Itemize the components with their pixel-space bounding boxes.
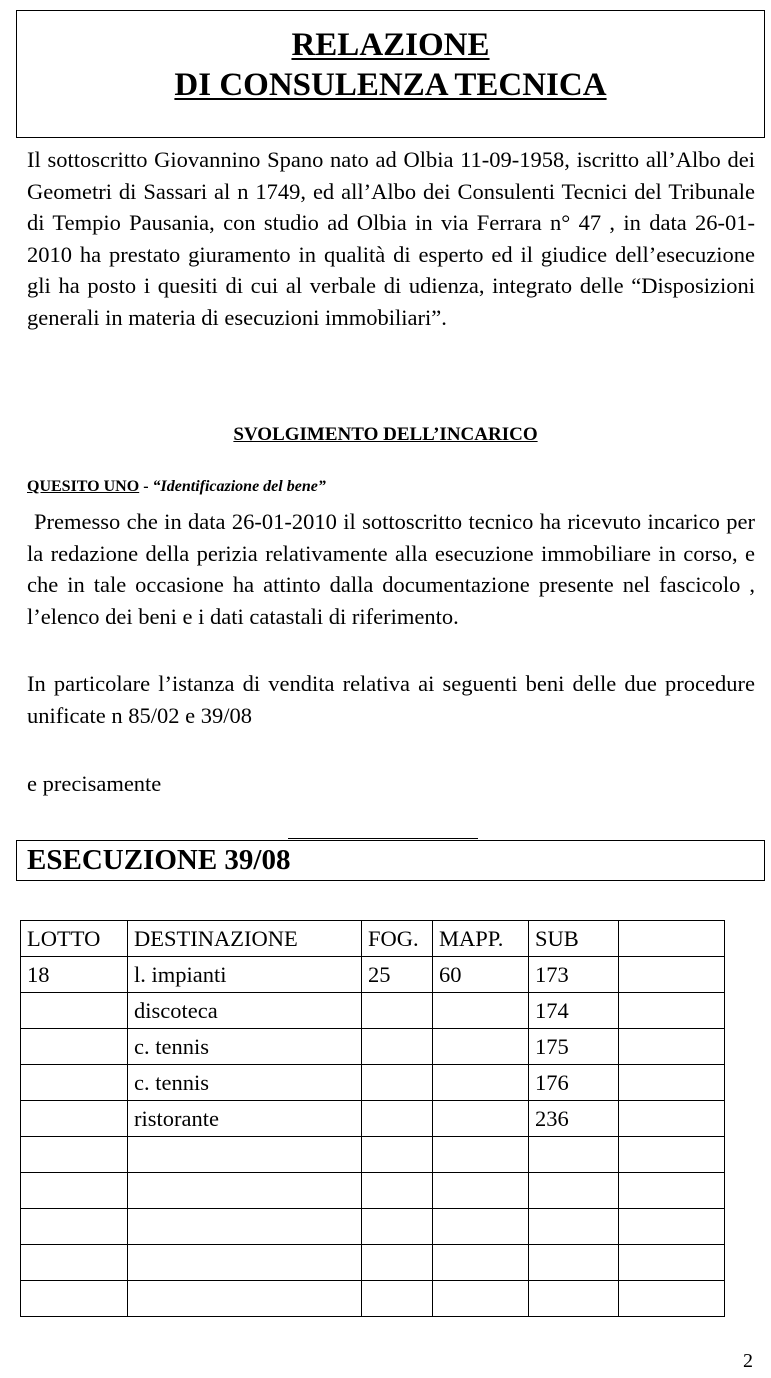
table-cell bbox=[128, 1209, 362, 1245]
table-cell bbox=[21, 1245, 128, 1281]
table-cell bbox=[21, 993, 128, 1029]
quesito-separator: - bbox=[139, 478, 153, 495]
table-cell bbox=[529, 1209, 619, 1245]
table-cell bbox=[619, 1173, 725, 1209]
table-cell bbox=[433, 1137, 529, 1173]
table-cell: c. tennis bbox=[128, 1029, 362, 1065]
table-row bbox=[21, 993, 725, 1029]
table-header-row bbox=[21, 921, 725, 957]
table-cell bbox=[362, 1209, 433, 1245]
table-cell bbox=[619, 993, 725, 1029]
header-sub: SUB bbox=[529, 921, 619, 957]
table-row bbox=[21, 1173, 725, 1209]
table-cell bbox=[21, 1137, 128, 1173]
table-cell: discoteca bbox=[128, 993, 362, 1029]
title-line-2: DI CONSULENZA TECNICA bbox=[174, 67, 607, 103]
table-cell: 175 bbox=[529, 1029, 619, 1065]
table-cell bbox=[619, 957, 725, 993]
table-cell bbox=[619, 1245, 725, 1281]
table-cell bbox=[362, 1245, 433, 1281]
table-cell: 25 bbox=[362, 957, 433, 993]
page-number: 2 bbox=[743, 1350, 753, 1372]
table-cell bbox=[433, 1281, 529, 1317]
table-cell bbox=[362, 1065, 433, 1101]
table-cell bbox=[362, 1137, 433, 1173]
title-line-1: RELAZIONE bbox=[291, 27, 490, 63]
table-cell: ristorante bbox=[128, 1101, 362, 1137]
table-cell bbox=[619, 1065, 725, 1101]
header-foglio: FOG. bbox=[362, 921, 433, 957]
table-cell bbox=[619, 1209, 725, 1245]
table-cell bbox=[21, 1209, 128, 1245]
table-cell: c. tennis bbox=[128, 1065, 362, 1101]
table-cell bbox=[433, 1209, 529, 1245]
intro-paragraph: Il sottoscritto Giovannino Spano nato ad Olbia 11-09-1958, iscritto all’Albo dei Geometri di Sassari al n 1749, ed all’Albo dei Consulenti Tecnici del Tribunale di Tempio Pausania, con studio ad Olbia in via Ferrara n° 47 , in data 26-01-2010 ha prestato giuramento in qualità di esperto ed il giudice dell’esecuzione gli ha posto i quesiti di cui al verbale di udienza, integrato delle “Disposizioni generali in materia di esecuzioni immobiliari”. bbox=[27, 147, 755, 330]
table-cell bbox=[433, 993, 529, 1029]
table-row bbox=[21, 1245, 725, 1281]
table-cell bbox=[128, 1173, 362, 1209]
table-cell bbox=[128, 1245, 362, 1281]
table-cell bbox=[21, 1101, 128, 1137]
table-cell bbox=[619, 1281, 725, 1317]
table-cell bbox=[362, 1281, 433, 1317]
table-cell: 173 bbox=[529, 957, 619, 993]
table-cell bbox=[128, 1137, 362, 1173]
particolare-paragraph: In particolare l’istanza di vendita relativa ai seguenti beni delle due procedure unificate n 85/02 e 39/08 bbox=[27, 671, 755, 728]
premesso-paragraph: Premesso che in data 26-01-2010 il sottoscritto tecnico ha ricevuto incarico per la redazione della perizia relativamente alla esecuzione immobiliare in corso, e che in tale occasione ha attinto dalla documentazione presente nel fascicolo , l’elenco dei beni e i dati catastali di riferimento. bbox=[27, 509, 755, 629]
table-cell bbox=[433, 1173, 529, 1209]
table-cell bbox=[21, 1173, 128, 1209]
header-empty bbox=[619, 921, 725, 957]
table-cell bbox=[433, 1245, 529, 1281]
quesito-title: “Identificazione del bene” bbox=[152, 478, 326, 495]
table-cell bbox=[433, 1065, 529, 1101]
table-cell bbox=[433, 1101, 529, 1137]
table-cell bbox=[529, 1245, 619, 1281]
table-cell bbox=[362, 1173, 433, 1209]
quesito-heading bbox=[27, 478, 326, 496]
table-cell bbox=[529, 1173, 619, 1209]
quesito-label: QUESITO UNO bbox=[27, 478, 140, 495]
table-row bbox=[21, 1065, 725, 1101]
table-cell bbox=[619, 1101, 725, 1137]
header-destinazione: DESTINAZIONE bbox=[128, 921, 362, 957]
table-cell bbox=[21, 1065, 128, 1101]
lots-table bbox=[20, 920, 725, 1317]
table-cell bbox=[619, 1137, 725, 1173]
document-title-box bbox=[16, 10, 765, 138]
table-cell bbox=[362, 1029, 433, 1065]
table-row bbox=[21, 1101, 725, 1137]
table-cell bbox=[21, 1029, 128, 1065]
header-lotto: LOTTO bbox=[21, 921, 128, 957]
table-cell: 236 bbox=[529, 1101, 619, 1137]
table-row bbox=[21, 957, 725, 993]
table-cell bbox=[529, 1137, 619, 1173]
table-cell: 174 bbox=[529, 993, 619, 1029]
table-cell bbox=[619, 1029, 725, 1065]
header-mappale: MAPP. bbox=[433, 921, 529, 957]
table-row bbox=[21, 1029, 725, 1065]
decorative-rule bbox=[288, 838, 478, 839]
precisamente-line: e precisamente bbox=[27, 771, 162, 796]
table-cell bbox=[362, 993, 433, 1029]
table-row bbox=[21, 1281, 725, 1317]
table-cell bbox=[433, 1029, 529, 1065]
table-cell: 18 bbox=[21, 957, 128, 993]
table-cell bbox=[362, 1101, 433, 1137]
table-cell: 176 bbox=[529, 1065, 619, 1101]
table-cell: 60 bbox=[433, 957, 529, 993]
table-row bbox=[21, 1137, 725, 1173]
table-row bbox=[21, 1209, 725, 1245]
table-cell: l. impianti bbox=[128, 957, 362, 993]
table-cell bbox=[529, 1281, 619, 1317]
section-title: SVOLGIMENTO DELL’INCARICO bbox=[233, 424, 538, 445]
esecuzione-title: ESECUZIONE 39/08 bbox=[27, 844, 291, 876]
table-cell bbox=[21, 1281, 128, 1317]
esecuzione-box bbox=[16, 840, 765, 881]
table-cell bbox=[128, 1281, 362, 1317]
